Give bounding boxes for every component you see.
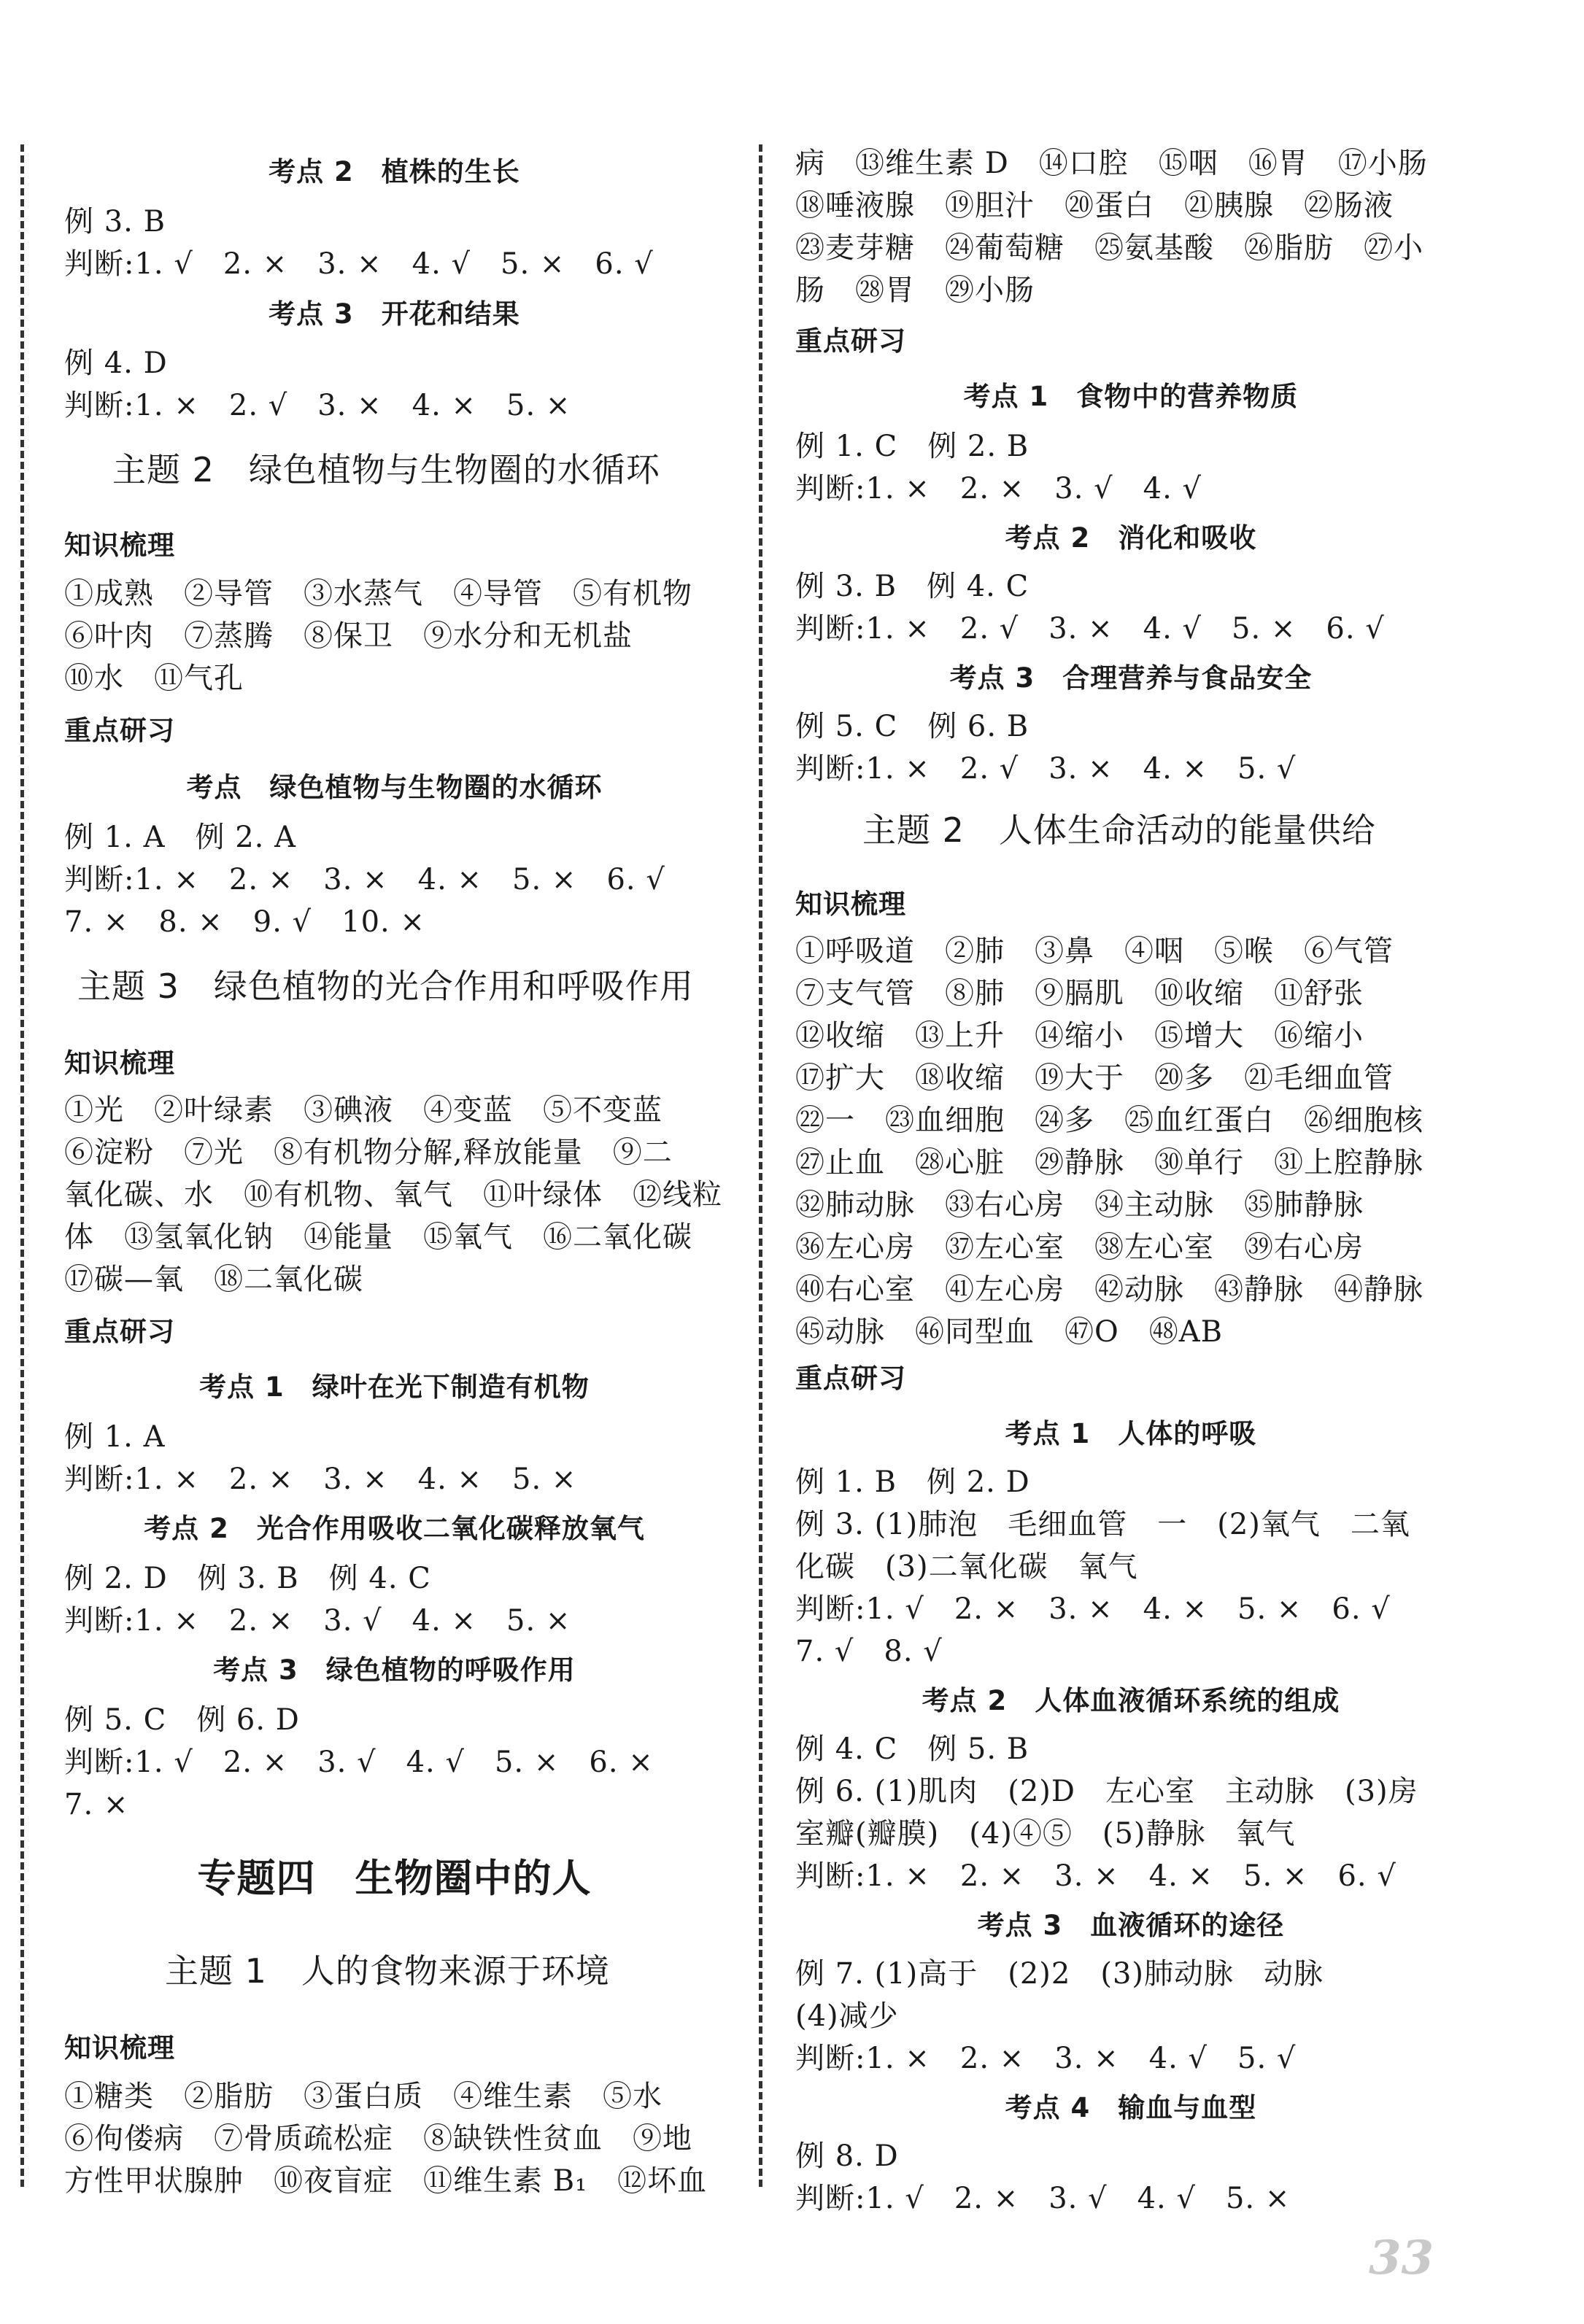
judgement-answers: 7. × 8. × 9. √ 10. × <box>64 905 425 939</box>
knowledge-line: ㉓麦芽糖 ㉔葡萄糖 ㉕氨基酸 ㉖脂肪 ㉗小 <box>795 231 1423 265</box>
section-heading: 知识梳理 <box>795 888 906 920</box>
example-answer: 室瓣(瓣膜) (4)④⑤ (5)静脉 氧气 <box>795 1817 1296 1851</box>
section-heading: 重点研习 <box>64 1316 175 1347</box>
example-answer: 例 3. (1)肺泡 毛细血管 一 (2)氧气 二氧 <box>795 1508 1410 1541</box>
knowledge-line: ㊺动脉 ㊻同型血 ㊼O ㊽AB <box>795 1315 1224 1349</box>
judgement-answers: 判断:1. × 2. × 3. × 4. × 5. × 6. √ <box>64 863 665 896</box>
judgement-answers: 判断:1. √ 2. × 3. √ 4. √ 5. × <box>795 2182 1291 2215</box>
example-answer: 例 7. (1)高于 (2)2 (3)肺动脉 动脉 <box>795 1957 1324 1991</box>
judgement-answers: 判断:1. × 2. √ 3. × 4. √ 5. × 6. √ <box>795 612 1385 646</box>
knowledge-line: ⑫收缩 ⑬上升 ⑭缩小 ⑮增大 ⑯缩小 <box>795 1019 1364 1053</box>
judgement-answers: 判断:1. × 2. × 3. × 4. × 5. × 6. √ <box>795 1859 1396 1893</box>
knowledge-line: ⑰碳—氧 ⑱二氧化碳 <box>64 1263 363 1296</box>
knowledge-line: 肠 ㉘胃 ㉙小肠 <box>795 274 1035 307</box>
knowledge-line: ⑦支气管 ⑧肺 ⑨膈肌 ⑩收缩 ⑪舒张 <box>795 977 1364 1010</box>
example-answer: 例 4. C 例 5. B <box>795 1732 1029 1766</box>
knowledge-line: 体 ⑬氢氧化钠 ⑭能量 ⑮氧气 ⑯二氧化碳 <box>64 1220 692 1254</box>
knowledge-line: ⑰扩大 ⑱收缩 ⑲大于 ⑳多 ㉑毛细血管 <box>795 1061 1394 1095</box>
kaodian-heading: 考点 2 植株的生长 <box>268 156 520 187</box>
knowledge-line: ⑥叶肉 ⑦蒸腾 ⑧保卫 ⑨水分和无机盐 <box>64 619 633 653</box>
knowledge-line: ⑥淀粉 ⑦光 ⑧有机物分解,释放能量 ⑨二 <box>64 1136 673 1169</box>
section-heading: 重点研习 <box>795 1363 906 1394</box>
kaodian-heading: 考点 3 合理营养与食品安全 <box>949 662 1313 694</box>
judgement-answers: 判断:1. × 2. √ 3. × 4. × 5. × <box>64 389 571 422</box>
example-answer: (4)减少 <box>795 1999 899 2033</box>
example-answer: 例 1. A <box>64 1420 166 1454</box>
knowledge-line: ㉗止血 ㉘心脏 ㉙静脉 ㉚单行 ㉛上腔静脉 <box>795 1146 1423 1180</box>
judgement-answers: 判断:1. × 2. √ 3. × 4. × 5. √ <box>795 752 1297 786</box>
section-heading: 重点研习 <box>795 325 906 357</box>
judgement-answers: 判断:1. √ 2. × 3. × 4. √ 5. × 6. √ <box>64 247 654 281</box>
page-number: 33 <box>1369 2231 1434 2285</box>
judgement-answers: 判断:1. × 2. × 3. √ 4. × 5. × <box>64 1604 571 1638</box>
kaodian-heading: 考点 1 绿叶在光下制造有机物 <box>199 1371 590 1403</box>
example-answer: 例 6. (1)肌肉 (2)D 左心室 主动脉 (3)房 <box>795 1775 1418 1808</box>
judgement-answers: 判断:1. × 2. × 3. √ 4. √ <box>795 472 1202 506</box>
theme-title: 主题 3 绿色植物的光合作用和呼吸作用 <box>77 967 694 1006</box>
knowledge-line: ㊵右心室 ㊶左心房 ㊷动脉 ㊸静脉 ㊹静脉 <box>795 1273 1423 1306</box>
knowledge-line: 病 ⑬维生素 D ⑭口腔 ⑮咽 ⑯胃 ⑰小肠 <box>795 147 1428 180</box>
kaodian-heading: 考点 2 消化和吸收 <box>1005 522 1257 554</box>
kaodian-heading: 考点 1 食物中的营养物质 <box>963 381 1299 412</box>
kaodian-heading: 考点 3 开花和结果 <box>268 298 520 330</box>
theme-title: 主题 2 绿色植物与生物圈的水循环 <box>112 450 660 489</box>
knowledge-line: 方性甲状腺肿 ⑩夜盲症 ⑪维生素 B₁ ⑫坏血 <box>64 2164 708 2198</box>
judgement-answers: 7. × <box>64 1788 129 1821</box>
knowledge-line: ①成熟 ②导管 ③水蒸气 ④导管 ⑤有机物 <box>64 577 692 611</box>
column-divider <box>759 144 762 2187</box>
example-answer: 例 3. B <box>64 205 166 239</box>
example-answer: 例 8. D <box>795 2139 899 2173</box>
judgement-answers: 判断:1. √ 2. × 3. × 4. × 5. × 6. √ <box>795 1592 1391 1626</box>
kaodian-heading: 考点 绿色植物与生物圈的水循环 <box>186 772 603 803</box>
knowledge-line: ⑱唾液腺 ⑲胆汁 ⑳蛋白 ㉑胰腺 ㉒肠液 <box>795 189 1394 222</box>
example-answer: 例 4. D <box>64 346 168 380</box>
knowledge-line: ㉒一 ㉓血细胞 ㉔多 ㉕血红蛋白 ㉖细胞核 <box>795 1104 1423 1137</box>
knowledge-line: ⑥佝偻病 ⑦骨质疏松症 ⑧缺铁性贫血 ⑨地 <box>64 2122 692 2155</box>
section-heading: 知识梳理 <box>64 1047 175 1079</box>
judgement-answers: 7. √ 8. √ <box>795 1635 943 1668</box>
section-heading: 知识梳理 <box>64 530 175 561</box>
example-answer: 例 3. B 例 4. C <box>795 570 1029 603</box>
example-answer: 例 1. C 例 2. B <box>795 430 1029 463</box>
example-answer: 例 1. A 例 2. A <box>64 821 296 854</box>
knowledge-line: ①光 ②叶绿素 ③碘液 ④变蓝 ⑤不变蓝 <box>64 1093 662 1127</box>
knowledge-line: ㊱左心房 ㊲左心室 ㊳左心室 ㊴右心房 <box>795 1231 1364 1264</box>
knowledge-line: ①糖类 ②脂肪 ③蛋白质 ④维生素 ⑤水 <box>64 2080 662 2113</box>
example-answer: 例 5. C 例 6. B <box>795 710 1029 743</box>
example-answer: 例 2. D 例 3. B 例 4. C <box>64 1562 431 1595</box>
judgement-answers: 判断:1. × 2. × 3. × 4. × 5. × <box>64 1463 577 1496</box>
kaodian-heading: 考点 2 光合作用吸收二氧化碳释放氧气 <box>144 1513 645 1544</box>
left-margin-divider <box>20 144 24 2187</box>
kaodian-heading: 考点 4 输血与血型 <box>1005 2092 1257 2123</box>
section-heading: 重点研习 <box>64 715 175 746</box>
knowledge-line: 氧化碳、水 ⑩有机物、氧气 ⑪叶绿体 ⑫线粒 <box>64 1178 722 1212</box>
example-answer: 例 1. B 例 2. D <box>795 1465 1030 1499</box>
theme-title: 主题 1 人的食物来源于环境 <box>165 1951 610 1991</box>
knowledge-line: ①呼吸道 ②肺 ③鼻 ④咽 ⑤喉 ⑥气管 <box>795 934 1394 968</box>
knowledge-line: ⑩水 ⑪气孔 <box>64 662 244 695</box>
topic-title: 专题四 生物圈中的人 <box>197 1856 592 1901</box>
knowledge-line: ㉜肺动脉 ㉝右心房 ㉞主动脉 ㉟肺静脉 <box>795 1188 1364 1222</box>
example-answer: 例 5. C 例 6. D <box>64 1703 300 1737</box>
section-heading: 知识梳理 <box>64 2032 175 2064</box>
judgement-answers: 判断:1. √ 2. × 3. √ 4. √ 5. × 6. × <box>64 1746 654 1779</box>
kaodian-heading: 考点 2 人体血液循环系统的组成 <box>922 1685 1340 1716</box>
judgement-answers: 判断:1. × 2. × 3. × 4. √ 5. √ <box>795 2042 1297 2075</box>
example-answer: 化碳 (3)二氧化碳 氧气 <box>795 1550 1138 1584</box>
kaodian-heading: 考点 1 人体的呼吸 <box>1005 1418 1257 1449</box>
kaodian-heading: 考点 3 绿色植物的呼吸作用 <box>213 1654 576 1686</box>
theme-title: 主题 2 人体生命活动的能量供给 <box>862 810 1376 850</box>
kaodian-heading: 考点 3 血液循环的途径 <box>977 1910 1285 1941</box>
